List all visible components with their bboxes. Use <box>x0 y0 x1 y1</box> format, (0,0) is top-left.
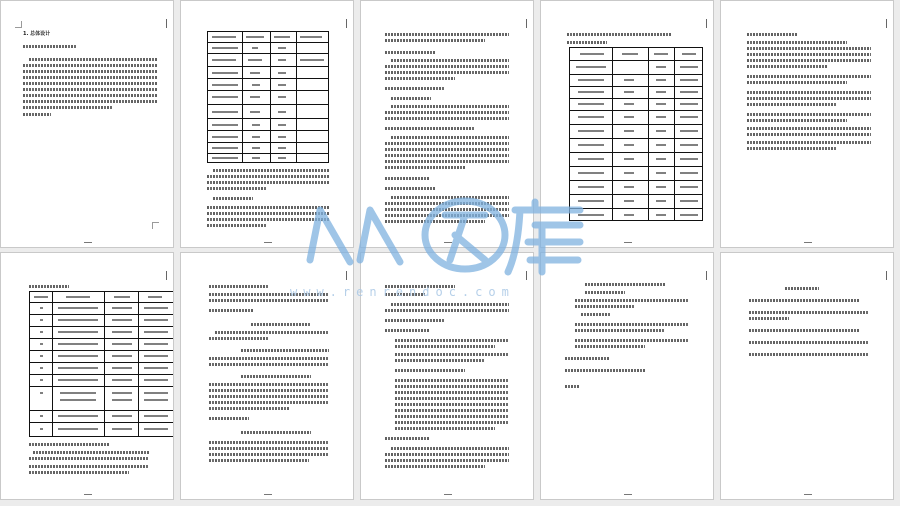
page-6-table <box>29 291 174 437</box>
document-page-3[interactable] <box>360 0 534 248</box>
document-page-9[interactable] <box>540 252 714 500</box>
watermark-url: www.renrendoc.com <box>290 285 515 299</box>
page-4-table <box>569 47 703 221</box>
document-page-1[interactable] <box>0 0 174 248</box>
document-page-4[interactable] <box>540 0 714 248</box>
page-1-heading: 1. 总体设计 <box>23 31 51 37</box>
document-page-2[interactable] <box>180 0 354 248</box>
document-page-6[interactable] <box>0 252 174 500</box>
page-2-table <box>207 31 329 163</box>
document-page-5[interactable] <box>720 0 894 248</box>
document-page-10[interactable] <box>720 252 894 500</box>
